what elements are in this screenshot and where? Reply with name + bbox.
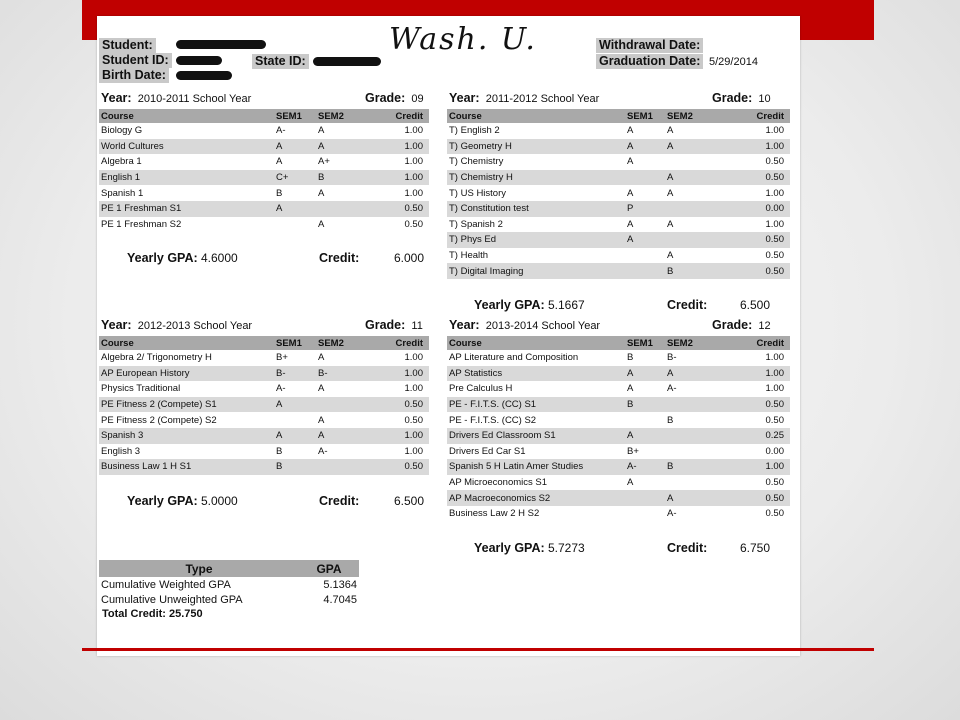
slide-accent-line [82,648,874,651]
sem2-grade: A- [667,508,677,520]
sem2-grade: B- [667,352,677,364]
course-credit: 1.00 [404,156,423,168]
total-credit: Total Credit: 25.750 [102,608,203,620]
sem2-grade: A- [667,383,677,395]
course-row [99,123,429,139]
col-course: Course [99,109,274,123]
course-name: T) English 2 [449,125,500,137]
col-sem2: SEM2 [665,336,715,350]
year-header-2013: Year: 2013-2014 School Year [449,318,601,332]
course-name: AP European History [99,366,274,382]
course-row [447,201,790,217]
course-name: PE - F.I.T.S. (CC) S2 [449,414,537,426]
course-name: T) Geometry H [447,139,625,155]
course-credit: 0.50 [404,218,423,230]
sem1-grade: B- [274,366,316,382]
col-sem1: SEM1 [274,109,316,123]
course-row [447,217,790,233]
course-credit: 0.50 [366,397,429,413]
sem2-grade: A [665,366,715,382]
yearly-credit-value-2012: 6.500 [394,494,425,508]
yearly-credit-2012: Credit: [319,494,360,508]
col-course: Course [99,336,274,350]
yearly-credit-value-2013: 6.750 [740,541,771,555]
state-id-label: State ID: [252,54,309,69]
sem1-grade: A [625,139,665,155]
sem2-grade [665,444,715,460]
course-name: PE Fitness 2 (Compete) S1 [99,397,274,413]
redaction-birth-date [176,71,232,80]
course-name: T) Phys Ed [447,232,625,248]
col-sem1: SEM1 [625,336,665,350]
course-name: Pre Calculus H [449,383,513,395]
course-name: Spanish 1 [101,187,144,199]
course-row [447,350,790,366]
sem1-grade [274,217,316,233]
course-name: T) Digital Imaging [447,263,625,279]
yearly-gpa-2012: Yearly GPA: 5.0000 [127,494,238,508]
sem1-grade [274,412,316,428]
course-name: PE Fitness 2 (Compete) S2 [101,414,217,426]
col-credit: Credit [715,336,790,350]
course-credit: 1.00 [404,125,423,137]
course-name: Drivers Ed Car S1 [449,445,526,457]
course-name: T) Health [449,250,489,262]
sem1-grade: A- [625,459,665,475]
summary-gpa-header: GPA [299,560,359,577]
course-credit: 0.25 [715,428,790,444]
sem2-grade [316,459,366,475]
sem1-grade: A [625,428,665,444]
course-row [447,475,790,491]
course-name: English 3 [101,445,141,457]
course-credit: 1.00 [366,139,429,155]
sem1-grade: B [627,352,634,364]
course-row [99,459,429,475]
sem2-grade: A [316,428,366,444]
col-sem2: SEM2 [316,336,366,350]
course-name: Physics Traditional [101,383,181,395]
course-row [99,366,429,382]
sem2-grade: B [316,170,366,186]
year-header-2012: Year: 2012-2013 School Year [101,318,253,332]
course-credit: 0.50 [366,459,429,475]
sem1-grade: A- [276,125,286,137]
course-credit: 1.00 [404,383,423,395]
sem2-grade: B- [316,366,366,382]
sem1-grade: B+ [627,445,639,457]
course-row [99,154,429,170]
col-sem2: SEM2 [316,109,366,123]
year-header-2010: Year: 2010-2011 School Year [101,91,252,105]
col-sem1: SEM1 [274,336,316,350]
sem1-grade: A [627,125,634,137]
sem2-grade: A [318,383,325,395]
course-row [99,381,429,397]
course-row [447,381,790,397]
course-row [447,248,790,264]
course-credit: 1.00 [765,352,784,364]
sem1-grade [625,170,665,186]
course-name: Business Law 1 H S1 [99,459,274,475]
sem2-grade: B [667,414,674,426]
handwritten-note: Wash. U. [389,22,537,57]
sem2-grade: B [665,263,715,279]
course-row [447,412,790,428]
course-name: AP Macroeconomics S2 [447,490,625,506]
redaction-student-id [176,56,222,65]
summary-row [99,593,359,609]
sem1-grade: A [625,232,665,248]
col-sem1: SEM1 [625,109,665,123]
sem2-grade [665,428,715,444]
course-name: Algebra 1 [101,156,142,168]
course-row [99,412,429,428]
sem2-grade [665,397,715,413]
yearly-gpa-2011: Yearly GPA: 5.1667 [474,298,585,312]
course-row [447,185,790,201]
course-name: PE - F.I.T.S. (CC) S1 [447,397,625,413]
sem1-grade: A [625,366,665,382]
course-credit: 0.50 [366,201,429,217]
sem2-grade [316,201,366,217]
sem1-grade [625,248,665,264]
course-row [99,139,429,155]
col-credit: Credit [715,109,790,123]
course-row [99,444,429,460]
sem1-grade: B [276,187,283,199]
course-name: T) Spanish 2 [449,218,503,230]
col-credit: Credit [366,336,429,350]
yearly-credit-2011: Credit: [667,298,708,312]
course-credit: 1.00 [715,459,790,475]
sem2-grade: A [667,250,674,262]
course-name: AP Literature and Composition [449,352,579,364]
sem1-grade: A- [276,383,286,395]
sem1-grade: A [627,187,634,199]
graduation-date-label: Graduation Date: [596,54,703,69]
course-name: Spanish 5 H Latin Amer Studies [447,459,625,475]
grade-header-2013: Grade: 12 [712,318,771,332]
sem2-grade [665,232,715,248]
course-row [447,459,790,475]
course-row [447,170,790,186]
course-name: World Cultures [99,139,274,155]
course-credit: 1.00 [366,170,429,186]
sem1-grade: B [625,397,665,413]
year-header-2011: Year: 2011-2012 School Year [449,91,600,105]
sem2-grade: A [667,218,674,230]
summary-type-header: Type [99,560,299,577]
birth-date-label: Birth Date: [99,68,169,83]
course-credit: 0.50 [715,232,790,248]
sem1-grade: A [627,156,634,168]
course-name: T) Constitution test [447,201,625,217]
summary-type: Cumulative Weighted GPA [101,578,231,591]
sem1-grade: C+ [274,170,316,186]
student-id-label: Student ID: [99,53,172,68]
course-row [447,397,790,413]
course-credit: 1.00 [366,428,429,444]
course-credit: 0.50 [765,250,784,262]
course-credit: 0.50 [715,263,790,279]
course-row [99,217,429,233]
withdrawal-date-label: Withdrawal Date: [596,38,703,53]
sem1-grade: A [274,201,316,217]
sem1-grade: B [276,445,283,457]
course-row [99,350,429,366]
course-name: AP Statistics [447,366,625,382]
course-credit: 1.00 [765,383,784,395]
sem1-grade [625,412,665,428]
sem2-grade [665,201,715,217]
sem2-grade: A+ [318,156,330,168]
course-row [99,397,429,413]
student-label: Student: [99,38,156,53]
yearly-credit-value-2010: 6.000 [394,251,425,265]
course-credit: 0.50 [765,477,784,489]
grade-header-2011: Grade: 10 [712,91,771,105]
sem2-grade: A [667,125,674,137]
course-name: Algebra 2/ Trigonometry H [101,352,212,364]
yearly-credit-value-2011: 6.500 [740,298,771,312]
course-name: AP Microeconomics S1 [449,477,548,489]
course-row [447,428,790,444]
summary-row [99,577,359,593]
course-name: Drivers Ed Classroom S1 [447,428,625,444]
course-credit: 1.00 [765,125,784,137]
course-credit: 1.00 [404,187,423,199]
course-name: T) Chemistry H [447,170,625,186]
col-course: Course [447,109,625,123]
yearly-credit-2010: Credit: [319,251,360,265]
course-row [447,366,790,382]
sem2-grade: A [667,187,674,199]
summary-gpa: 5.1364 [323,578,357,591]
col-course: Course [447,336,625,350]
grade-header-2012: Grade: 11 [365,318,423,332]
sem2-grade: A [316,139,366,155]
redaction-student [176,40,266,49]
graduation-date-value: 5/29/2014 [709,56,758,68]
yearly-credit-2013: Credit: [667,541,708,555]
course-row [447,506,790,522]
course-name: Biology G [101,125,143,137]
course-name: PE 1 Freshman S2 [101,218,182,230]
yearly-gpa-2013: Yearly GPA: 5.7273 [474,541,585,555]
sem1-grade [625,490,665,506]
sem1-grade: P [625,201,665,217]
course-row [447,139,790,155]
gpa-summary-table [99,560,359,608]
course-credit: 0.50 [715,170,790,186]
course-credit: 1.00 [404,352,423,364]
sem1-grade: B+ [276,352,288,364]
course-row [447,263,790,279]
course-table-2013 [447,336,790,522]
sem1-grade: A [274,397,316,413]
course-credit: 0.50 [765,156,784,168]
course-name: T) US History [449,187,506,199]
yearly-gpa-2010: Yearly GPA: 4.6000 [127,251,238,265]
sem1-grade [625,263,665,279]
course-row [99,185,429,201]
sem1-grade: A [276,156,283,168]
course-table-2011 [447,109,790,279]
sem2-grade: A [665,170,715,186]
course-name: PE 1 Freshman S1 [99,201,274,217]
course-row [447,154,790,170]
course-credit: 1.00 [715,139,790,155]
redaction-state-id [313,57,381,66]
sem1-grade [625,506,665,522]
sem1-grade: A [274,428,316,444]
sem2-grade: A [665,490,715,506]
sem2-grade: A [318,187,325,199]
course-name: Spanish 3 [99,428,274,444]
course-credit: 0.50 [404,414,423,426]
sem2-grade: A [318,414,325,426]
sem2-grade [665,154,715,170]
course-credit: 0.50 [715,397,790,413]
course-credit: 1.00 [765,187,784,199]
sem1-grade: B [274,459,316,475]
sem2-grade: A [318,125,325,137]
course-name: Business Law 2 H S2 [449,508,540,520]
summary-type: Cumulative Unweighted GPA [101,594,243,607]
course-credit: 1.00 [765,218,784,230]
course-table-2010 [99,109,429,232]
course-row [99,201,429,217]
sem2-grade [316,397,366,413]
course-row [447,123,790,139]
sem1-grade: A [627,477,634,489]
course-credit: 0.50 [765,414,784,426]
sem2-grade: A [318,218,325,230]
sem2-grade: B [665,459,715,475]
summary-gpa: 4.7045 [323,594,357,607]
grade-header-2010: Grade: 09 [365,91,424,105]
course-row [447,444,790,460]
col-sem2: SEM2 [665,109,715,123]
course-row [99,170,429,186]
course-credit: 0.00 [715,201,790,217]
course-row [447,490,790,506]
sem1-grade: A [627,218,634,230]
col-credit: Credit [366,109,429,123]
course-credit: 0.00 [765,445,784,457]
sem2-grade: A [318,352,325,364]
course-credit: 1.00 [404,445,423,457]
transcript-document [97,16,800,656]
course-credit: 1.00 [715,366,790,382]
sem1-grade: A [274,139,316,155]
course-credit: 1.00 [366,366,429,382]
sem2-grade: A [665,139,715,155]
course-row [99,428,429,444]
course-row [447,232,790,248]
course-credit: 0.50 [715,490,790,506]
course-name: T) Chemistry [449,156,504,168]
sem1-grade: A [627,383,634,395]
sem2-grade: A- [318,445,328,457]
sem2-grade [665,475,715,491]
course-credit: 0.50 [765,508,784,520]
course-table-2012 [99,336,429,475]
course-name: English 1 [99,170,274,186]
